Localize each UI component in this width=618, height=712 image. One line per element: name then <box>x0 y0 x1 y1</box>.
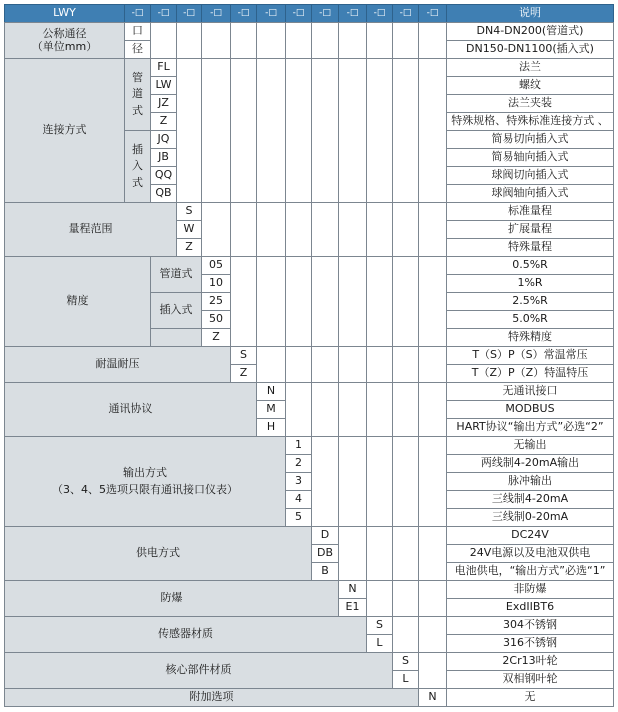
empty-cell <box>392 526 419 581</box>
code-cell: 50 <box>201 310 231 329</box>
empty-cell <box>418 580 447 617</box>
empty-cell <box>201 202 231 257</box>
connection-insert-label-line: 式 <box>132 175 143 189</box>
empty-cell <box>230 256 257 347</box>
empty-cell <box>176 22 202 59</box>
empty-cell <box>201 22 231 59</box>
empty-cell <box>311 58 339 203</box>
position-header: -□ <box>201 4 231 23</box>
empty-cell <box>392 616 419 653</box>
empty-cell <box>366 202 393 257</box>
code-cell: 25 <box>201 292 231 311</box>
group-label-core: 核心部件材质 <box>4 652 393 689</box>
empty-cell <box>176 58 202 203</box>
code-cell: QB <box>150 184 177 203</box>
code-cell: 径 <box>124 40 151 59</box>
empty-cell <box>311 436 339 527</box>
empty-cell <box>150 22 177 59</box>
description-cell: 电池供电，“输出方式”必选“1” <box>446 562 614 581</box>
empty-cell <box>230 58 257 203</box>
empty-cell <box>201 58 231 203</box>
description-cell: 简易轴向插入式 <box>446 148 614 167</box>
group-label-accuracy: 精度 <box>4 256 151 347</box>
code-cell: DB <box>311 544 339 563</box>
empty-cell <box>418 436 447 527</box>
description-cell: 2Cr13叶轮 <box>446 652 614 671</box>
empty-cell <box>285 22 312 59</box>
description-cell: T（S）P（S）常温常压 <box>446 346 614 365</box>
empty-cell <box>338 382 367 437</box>
description-cell: 316不锈钢 <box>446 634 614 653</box>
group-label-output-line: 输出方式 <box>123 465 167 479</box>
group-label-sensor: 传感器材质 <box>4 616 367 653</box>
description-cell: 螺纹 <box>446 76 614 95</box>
code-cell: 1 <box>285 436 312 455</box>
empty-cell <box>392 436 419 527</box>
connection-pipe-label-line: 式 <box>132 103 143 117</box>
code-cell: S <box>230 346 257 365</box>
code-cell: 3 <box>285 472 312 491</box>
empty-cell <box>418 256 447 347</box>
code-cell: N <box>256 382 286 401</box>
empty-cell <box>285 346 312 383</box>
group-label-extra: 附加选项 <box>4 688 419 707</box>
empty-cell <box>285 256 312 347</box>
code-cell: LW <box>150 76 177 95</box>
group-label-connection: 连接方式 <box>4 58 125 203</box>
empty-cell <box>338 436 367 527</box>
empty-cell <box>256 202 286 257</box>
empty-cell <box>366 526 393 581</box>
group-label-output <box>4 436 286 527</box>
empty-cell <box>392 382 419 437</box>
code-cell: L <box>392 670 419 689</box>
empty-cell <box>256 22 286 59</box>
group-label-range: 量程范围 <box>4 202 177 257</box>
description-cell: 5.0%R <box>446 310 614 329</box>
empty-cell <box>338 58 367 203</box>
code-cell: 10 <box>201 274 231 293</box>
code-cell: Z <box>150 112 177 131</box>
empty-cell <box>418 202 447 257</box>
description-cell: 脉冲输出 <box>446 472 614 491</box>
code-cell: E1 <box>338 598 367 617</box>
empty-cell <box>366 256 393 347</box>
empty-cell <box>311 256 339 347</box>
description-cell: 球阀轴向插入式 <box>446 184 614 203</box>
description-cell: 1%R <box>446 274 614 293</box>
description-cell: 三线制0-20mA <box>446 508 614 527</box>
group-label-explosion: 防爆 <box>4 580 339 617</box>
empty-cell <box>256 256 286 347</box>
group-label-power: 供电方式 <box>4 526 312 581</box>
group-label-temp: 耐温耐压 <box>4 346 231 383</box>
connection-pipe-label <box>124 58 151 131</box>
description-cell: 球阀切向插入式 <box>446 166 614 185</box>
empty-cell <box>418 346 447 383</box>
code-cell: Z <box>201 328 231 347</box>
empty-cell <box>366 580 393 617</box>
code-cell: JZ <box>150 94 177 113</box>
empty-cell <box>392 202 419 257</box>
code-cell: QQ <box>150 166 177 185</box>
empty-cell <box>366 436 393 527</box>
description-cell: 三线制4-20mA <box>446 490 614 509</box>
description-cell: HART协议“输出方式”必选“2” <box>446 418 614 437</box>
description-cell: 简易切向插入式 <box>446 130 614 149</box>
code-cell: Z <box>230 364 257 383</box>
description-cell: 法兰夹装 <box>446 94 614 113</box>
description-cell: DC24V <box>446 526 614 545</box>
description-cell: 标准量程 <box>446 202 614 221</box>
connection-pipe-label-line: 管 <box>132 70 143 84</box>
code-cell: 05 <box>201 256 231 275</box>
code-cell: B <box>311 562 339 581</box>
code-cell: N <box>418 688 447 707</box>
empty-cell <box>418 22 447 59</box>
empty-cell <box>392 58 419 203</box>
code-cell: JB <box>150 148 177 167</box>
code-cell: S <box>176 202 202 221</box>
position-header: -□ <box>285 4 312 23</box>
position-header: -□ <box>311 4 339 23</box>
description-cell: 特殊精度 <box>446 328 614 347</box>
empty-cell <box>418 382 447 437</box>
description-cell: 特殊量程 <box>446 238 614 257</box>
empty-cell <box>311 346 339 383</box>
accuracy-pipe-label: 管道式 <box>150 256 202 293</box>
code-cell: JQ <box>150 130 177 149</box>
code-cell: D <box>311 526 339 545</box>
code-cell: S <box>366 616 393 635</box>
description-cell: T（Z）P（Z）特温特压 <box>446 364 614 383</box>
description-cell: 双相钢叶轮 <box>446 670 614 689</box>
code-cell: H <box>256 418 286 437</box>
empty-cell <box>338 346 367 383</box>
code-cell: M <box>256 400 286 419</box>
model-code-header: LWY <box>4 4 125 23</box>
connection-insert-label-line: 插 <box>132 142 143 156</box>
empty-cell <box>338 256 367 347</box>
position-header: -□ <box>418 4 447 23</box>
empty-cell <box>311 22 339 59</box>
description-cell: DN150-DN1100(插入式) <box>446 40 614 59</box>
connection-pipe-label-line: 道 <box>132 87 143 101</box>
group-label-diameter-line: （单位mm） <box>31 39 98 53</box>
description-cell: 无输出 <box>446 436 614 455</box>
code-cell: Z <box>176 238 202 257</box>
position-header: -□ <box>338 4 367 23</box>
empty-cell <box>418 58 447 203</box>
empty-cell <box>256 58 286 203</box>
description-cell: MODBUS <box>446 400 614 419</box>
code-cell: N <box>338 580 367 599</box>
code-cell: L <box>366 634 393 653</box>
description-cell: ExdIIBT6 <box>446 598 614 617</box>
empty-cell <box>230 202 257 257</box>
empty-cell <box>311 202 339 257</box>
position-header: -□ <box>150 4 177 23</box>
code-cell: 5 <box>285 508 312 527</box>
description-cell: 无通讯接口 <box>446 382 614 401</box>
description-cell: 扩展量程 <box>446 220 614 239</box>
accuracy-insert-label: 插入式 <box>150 292 202 329</box>
empty-cell <box>338 22 367 59</box>
group-label-comm: 通讯协议 <box>4 382 257 437</box>
empty-cell <box>338 526 367 581</box>
empty-cell <box>150 328 202 347</box>
description-cell: 24V电源以及电池双供电 <box>446 544 614 563</box>
position-header: -□ <box>392 4 419 23</box>
code-cell: W <box>176 220 202 239</box>
code-cell: 2 <box>285 454 312 473</box>
empty-cell <box>392 256 419 347</box>
code-cell: S <box>392 652 419 671</box>
empty-cell <box>366 22 393 59</box>
description-cell: 2.5%R <box>446 292 614 311</box>
position-header: -□ <box>366 4 393 23</box>
empty-cell <box>418 526 447 581</box>
empty-cell <box>392 346 419 383</box>
code-cell: FL <box>150 58 177 77</box>
description-cell: 特殊规格、特殊标准连接方式 、 <box>446 112 614 131</box>
description-cell: 304不锈钢 <box>446 616 614 635</box>
empty-cell <box>285 202 312 257</box>
empty-cell <box>285 382 312 437</box>
code-cell: 4 <box>285 490 312 509</box>
position-header: -□ <box>230 4 257 23</box>
connection-insert-label-line: 入 <box>132 159 143 173</box>
empty-cell <box>366 58 393 203</box>
group-label-diameter <box>4 22 125 59</box>
description-cell: 无 <box>446 688 614 707</box>
empty-cell <box>285 58 312 203</box>
empty-cell <box>366 382 393 437</box>
description-header: 说明 <box>446 4 614 23</box>
connection-insert-label <box>124 130 151 203</box>
description-cell: 非防爆 <box>446 580 614 599</box>
empty-cell <box>392 22 419 59</box>
empty-cell <box>418 652 447 689</box>
description-cell: 法兰 <box>446 58 614 77</box>
empty-cell <box>338 202 367 257</box>
empty-cell <box>392 580 419 617</box>
position-header: -□ <box>256 4 286 23</box>
empty-cell <box>256 346 286 383</box>
description-cell: 两线制4-20mA输出 <box>446 454 614 473</box>
code-cell: 口 <box>124 22 151 41</box>
empty-cell <box>366 346 393 383</box>
position-header: -□ <box>124 4 151 23</box>
empty-cell <box>230 22 257 59</box>
empty-cell <box>311 382 339 437</box>
group-label-diameter-line: 公称通径 <box>42 26 87 40</box>
description-cell: 0.5%R <box>446 256 614 275</box>
position-header: -□ <box>176 4 202 23</box>
group-label-output-line: （3、4、5选项只限有通讯接口仪表） <box>52 482 238 496</box>
empty-cell <box>418 616 447 653</box>
description-cell: DN4-DN200(管道式) <box>446 22 614 41</box>
